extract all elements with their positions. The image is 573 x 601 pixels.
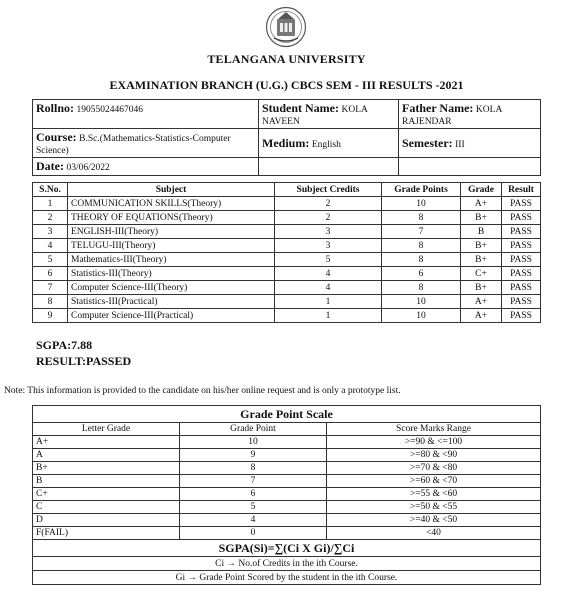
table-row xyxy=(33,281,541,295)
table-cell: 7 xyxy=(382,225,461,239)
column-header: Letter Grade xyxy=(33,423,180,436)
table-row xyxy=(33,436,541,449)
table-cell: 8 xyxy=(382,239,461,253)
table-row xyxy=(33,527,541,540)
table-row xyxy=(33,514,541,527)
sgpa-formula: SGPA(Si)=∑(Ci X Gi)/∑Ci xyxy=(33,540,541,557)
table-cell: >=90 & <=100 xyxy=(327,436,541,449)
table-cell: B xyxy=(461,225,502,239)
column-header: Result xyxy=(502,183,541,197)
father-name-value: KOLA RAJENDAR xyxy=(402,105,502,127)
date-value: 03/06/2022 xyxy=(66,163,110,173)
column-header: Subject xyxy=(68,183,275,197)
table-cell: A xyxy=(33,449,180,462)
table-cell: 10 xyxy=(382,197,461,211)
table-cell: >=55 & <60 xyxy=(327,488,541,501)
table-cell: 8 xyxy=(382,211,461,225)
table-cell: >=40 & <50 xyxy=(327,514,541,527)
student-name-label: Student Name: xyxy=(262,101,339,115)
table-cell: 10 xyxy=(382,309,461,323)
semester-label: Semester: xyxy=(402,135,453,150)
table-cell: PASS xyxy=(502,267,541,281)
table-cell: 6 xyxy=(33,267,68,281)
table-cell: B+ xyxy=(461,253,502,267)
table-cell: 4 xyxy=(180,514,327,527)
table-cell: PASS xyxy=(502,295,541,309)
table-cell: 6 xyxy=(180,488,327,501)
column-header: Score Marks Range xyxy=(327,423,541,436)
table-cell: 9 xyxy=(180,449,327,462)
table-cell: THEORY OF EQUATIONS(Theory) xyxy=(68,211,275,225)
table-cell: 5 xyxy=(180,501,327,514)
table-cell: 8 xyxy=(382,281,461,295)
sgpa-value: SGPA:7.88 xyxy=(36,338,93,352)
university-title: TELANGANA UNIVERSITY xyxy=(207,52,366,66)
table-row xyxy=(33,449,541,462)
table-cell: 8 xyxy=(33,295,68,309)
table-cell: 7 xyxy=(33,281,68,295)
table-cell: 7 xyxy=(180,475,327,488)
date-label: Date: xyxy=(36,159,64,173)
medium-value: English xyxy=(311,139,341,150)
table-cell: 5 xyxy=(33,253,68,267)
table-cell: 2 xyxy=(275,197,382,211)
table-cell: C xyxy=(33,501,180,514)
result-summary xyxy=(36,337,131,369)
table-cell: B+ xyxy=(33,462,180,475)
scale-title: Grade Point Scale xyxy=(33,406,541,423)
father-name-label: Father Name: xyxy=(402,101,474,115)
column-header: Subject Credits xyxy=(275,183,382,197)
student-name-value: KOLA NAVEEN xyxy=(262,105,368,127)
table-cell: >=60 & <70 xyxy=(327,475,541,488)
table-cell: B+ xyxy=(461,281,502,295)
table-row xyxy=(33,253,541,267)
column-header: S.No. xyxy=(33,183,68,197)
table-cell: >=70 & <80 xyxy=(327,462,541,475)
grade-point-explanation: Gi → Grade Point Scored by the student in the ith Course. xyxy=(33,571,541,585)
table-cell: Statistics-III(Theory) xyxy=(68,267,275,281)
table-cell: C+ xyxy=(461,267,502,281)
table-row xyxy=(33,239,541,253)
table-row xyxy=(33,225,541,239)
student-info-table xyxy=(32,99,541,176)
table-cell: PASS xyxy=(502,281,541,295)
table-cell: 2 xyxy=(33,211,68,225)
disclaimer-note: Note: This information is provided to the candidate on his/her online request and is only a prototype list. xyxy=(4,386,401,396)
table-cell: 1 xyxy=(33,197,68,211)
table-cell: 5 xyxy=(275,253,382,267)
semester-value: III xyxy=(455,139,465,150)
table-cell: A+ xyxy=(461,295,502,309)
course-value: B.Sc.(Mathematics-Statistics-Computer Science) xyxy=(36,134,231,156)
table-cell: COMMUNICATION SKILLS(Theory) xyxy=(68,197,275,211)
table-cell: PASS xyxy=(502,197,541,211)
column-header: Grade Point xyxy=(180,423,327,436)
table-cell: Computer Science-III(Practical) xyxy=(68,309,275,323)
table-cell: 1 xyxy=(275,295,382,309)
table-cell: D xyxy=(33,514,180,527)
table-cell: PASS xyxy=(502,211,541,225)
course-label: Course: xyxy=(36,130,77,144)
table-row xyxy=(33,309,541,323)
grade-point-scale-table xyxy=(32,405,541,585)
university-seal-logo xyxy=(265,6,307,48)
table-cell: A+ xyxy=(33,436,180,449)
table-cell: PASS xyxy=(502,239,541,253)
table-cell: PASS xyxy=(502,225,541,239)
table-cell: 4 xyxy=(33,239,68,253)
table-cell: 1 xyxy=(275,309,382,323)
table-cell: C+ xyxy=(33,488,180,501)
table-row xyxy=(33,501,541,514)
table-cell: Computer Science-III(Theory) xyxy=(68,281,275,295)
table-cell: A+ xyxy=(461,197,502,211)
table-row xyxy=(33,488,541,501)
table-cell: 3 xyxy=(275,239,382,253)
table-cell: 8 xyxy=(382,253,461,267)
table-row xyxy=(33,462,541,475)
table-cell: PASS xyxy=(502,309,541,323)
table-row xyxy=(33,475,541,488)
marks-table xyxy=(32,182,541,323)
table-cell: Statistics-III(Practical) xyxy=(68,295,275,309)
table-row xyxy=(33,197,541,211)
table-cell: A+ xyxy=(461,309,502,323)
table-cell: ENGLISH-III(Theory) xyxy=(68,225,275,239)
table-cell: B+ xyxy=(461,211,502,225)
table-cell: B xyxy=(33,475,180,488)
table-cell: B+ xyxy=(461,239,502,253)
table-cell: 9 xyxy=(33,309,68,323)
table-cell: 4 xyxy=(275,267,382,281)
table-cell: 2 xyxy=(275,211,382,225)
table-cell: 4 xyxy=(275,281,382,295)
rollno-value: 19055024467046 xyxy=(76,105,144,115)
table-cell: >=50 & <55 xyxy=(327,501,541,514)
credits-explanation: Ci → No.of Credits in the ith Course. xyxy=(33,557,541,571)
table-cell: TELUGU-III(Theory) xyxy=(68,239,275,253)
rollno-label: Rollno: xyxy=(36,101,75,115)
table-cell: 6 xyxy=(382,267,461,281)
table-cell: F(FAIL) xyxy=(33,527,180,540)
table-cell: 10 xyxy=(180,436,327,449)
column-header: Grade Points xyxy=(382,183,461,197)
medium-label: Medium: xyxy=(262,135,310,150)
table-cell: 3 xyxy=(275,225,382,239)
table-cell: <40 xyxy=(327,527,541,540)
column-header: Grade xyxy=(461,183,502,197)
table-cell: 10 xyxy=(382,295,461,309)
table-cell: 3 xyxy=(33,225,68,239)
table-row xyxy=(33,295,541,309)
table-cell: >=80 & <90 xyxy=(327,449,541,462)
result-status: RESULT:PASSED xyxy=(36,354,132,368)
results-heading: EXAMINATION BRANCH (U.G.) CBCS SEM - III RESULTS -2021 xyxy=(109,78,464,92)
table-cell: Mathematics-III(Theory) xyxy=(68,253,275,267)
table-row xyxy=(33,267,541,281)
table-cell: 0 xyxy=(180,527,327,540)
table-row xyxy=(33,211,541,225)
table-cell: 8 xyxy=(180,462,327,475)
table-cell: PASS xyxy=(502,253,541,267)
